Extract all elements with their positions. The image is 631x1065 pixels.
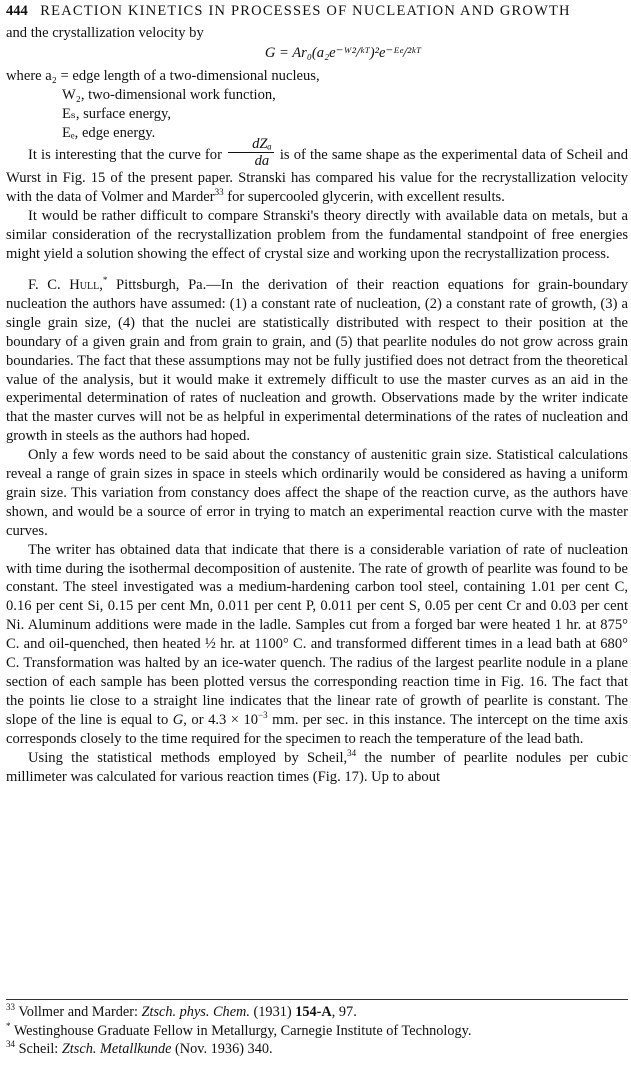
footnote-text: Westinghouse Graduate Fellow in Metallurgy, Carnegie Institute of Technology. (10, 1022, 472, 1039)
intro-line: and the crystallization velocity by (6, 25, 204, 41)
definition-w2: W₂, two-dimensional work function, (62, 86, 276, 103)
author-footnote-mark: * (102, 275, 108, 286)
para6-text-a: Using the statistical methods employed by Scheil, (28, 749, 348, 766)
definition-ee: Eₑ, edge energy. (62, 124, 156, 141)
para1-text-start: It is interesting that the curve for (28, 147, 222, 164)
footnote-text: Scheil: (15, 1041, 62, 1057)
footnote-mark: 33 (6, 1002, 15, 1013)
fraction-denominator: da (254, 153, 270, 170)
footnote-mark: 34 (6, 1039, 15, 1050)
para6-text-b: the number of pearlite nodules per cubic millimeter was calculated for various reaction times (Fig. 17). Up to about (6, 749, 628, 785)
paragraph-statistical-methods (6, 749, 628, 787)
para5-text-a: The writer has obtained data that indicate that there is a considerable variation of rate of nucleation with time during the isothermal decomposition of austenite. The rate of growth of pearlite was found to be constant. The steel investigated was a medium-hardening carbon tool steel, containing 1.01 per cent C, 0.16 per cent Si, 0.15 per cent Mn, 0.011 per cent P, 0.011 per cent S, 0.05 per cent Cr and 0.03 per cent Ni. Aluminum additions were made in the ladle. Samples cut from a forged bar were heated 1 hr. at 875° C. and oil-quenched, then heated ½ hr. at 1100° C. and transformed different times in a lead bath at 680° C. Transformation was halted by an ice-water quench. The radius of the largest pearlite nodule in a plane section of each sample has been plotted versus the corresponding reaction time in Fig. 16. The fact that the points lie close to a straight line indicates that the linear rate of growth of pearlite is constant. The slope of the line is equal to (6, 541, 628, 728)
paragraph-stranski-theory: It would be rather difficult to compare Stranski's theory directly with available data on metals, but a similar consideration of the recrystallization problem from the fundamental standpoint of free energies might yield a solution showing the effect of crystal size and working upon the recrystallization process. (6, 208, 628, 263)
journal-name: Ztsch. Metallkunde (61, 1041, 172, 1057)
paragraph-nucleation-data (6, 541, 628, 749)
para5-text-c: mm. per sec. in this instance. The intercept on the time axis corresponds closely to the time required for the specimen to reach the temperature of the lead bath. (6, 711, 628, 747)
page (6, 0, 628, 786)
definition-es: Eₛ, surface energy, (62, 105, 172, 122)
para1-text-end: for supercooled glycerin, with excellent results. (223, 189, 505, 206)
footnote-year: (1931) (249, 1004, 296, 1020)
footnote-mark: * (6, 1020, 11, 1031)
footnote-date: (Nov. 1936) 340. (171, 1041, 273, 1057)
velocity-equation: G = Ar₀(a₂e⁻ᵂ²/ᵏᵀ)²e⁻ᴱᵉ/²ᵏᵀ (264, 44, 422, 61)
footnote-star (6, 1022, 628, 1041)
symbol-g: G (172, 711, 184, 728)
footnote-34 (6, 1040, 628, 1059)
para5-text-b: , or 4.3 × 10 (183, 711, 259, 728)
para1-text-middle: is of the same shape as the experimental data of Scheil and Wurst in Fig. 15 of the present paper. Stranski has compared his value for the recrystallization velocity with the data of Volmer and Marder (6, 147, 629, 206)
paragraph-hull-discussion (6, 276, 628, 446)
fraction-numerator: dZₐ (228, 136, 274, 153)
paragraph-grain-size: Only a few words need to be said about the constancy of austenitic grain size. Statistical calculations reveal a range of grain sizes in space in steels which ordinarily would be considered as having a uniform grain size. This variation from constancy does affect the shape of the reaction curve, as the authors have shown, and would be a source of error in trying to match an experimental reaction curve with the master curves. (6, 447, 628, 539)
footnotes (6, 999, 628, 1059)
definition-a2: where a₂ = edge length of a two-dimensional nucleus, (6, 67, 320, 84)
paragraph-stranski-comparison (6, 136, 629, 207)
volume: 154-A (295, 1004, 332, 1020)
para3-text: Pittsburgh, Pa.—In the derivation of their reaction equations for grain-boundary nucleation the authors have assumed: (1) a constant rate of nucleation, (2) a constant rate of growth, (3) a single grain size, (4) that the nuclei are statistically distributed with respect to their position at the boundary of a given grain and from grain to grain, and (5) that pearlite nodules do not grow across grain boundaries. The fact that these assumptions may not be fully justified does not detract from the theoretical value of the analysis, but it would make it extremely difficult to use the master curves as an aid in the experimental determination of rates of nucleation and growth. Observations made by the writer indicate that the master curves will not be as helpful in experimental determinations of the rates of nucleation and growth in steels as the authors had hoped. (6, 276, 628, 445)
footnote-text: Vollmer and Marder: (15, 1004, 142, 1020)
fraction-dza-da (228, 136, 274, 169)
footnote-ref-34: 34 (347, 747, 357, 758)
page-number: 444 (6, 3, 28, 19)
definition-list (6, 67, 628, 143)
section-gap (6, 264, 628, 276)
footnote-33 (6, 1003, 628, 1022)
footnote-ref-33: 33 (214, 187, 224, 198)
author-name: F. C. Hull, (28, 276, 103, 293)
footnote-page: , 97. (331, 1004, 357, 1020)
running-header (6, 2, 628, 24)
running-title: REACTION KINETICS IN PROCESSES OF NUCLEATION AND GROWTH (40, 3, 571, 19)
journal-name: Ztsch. phys. Chem. (141, 1004, 250, 1020)
exponent: −3 (258, 709, 268, 720)
